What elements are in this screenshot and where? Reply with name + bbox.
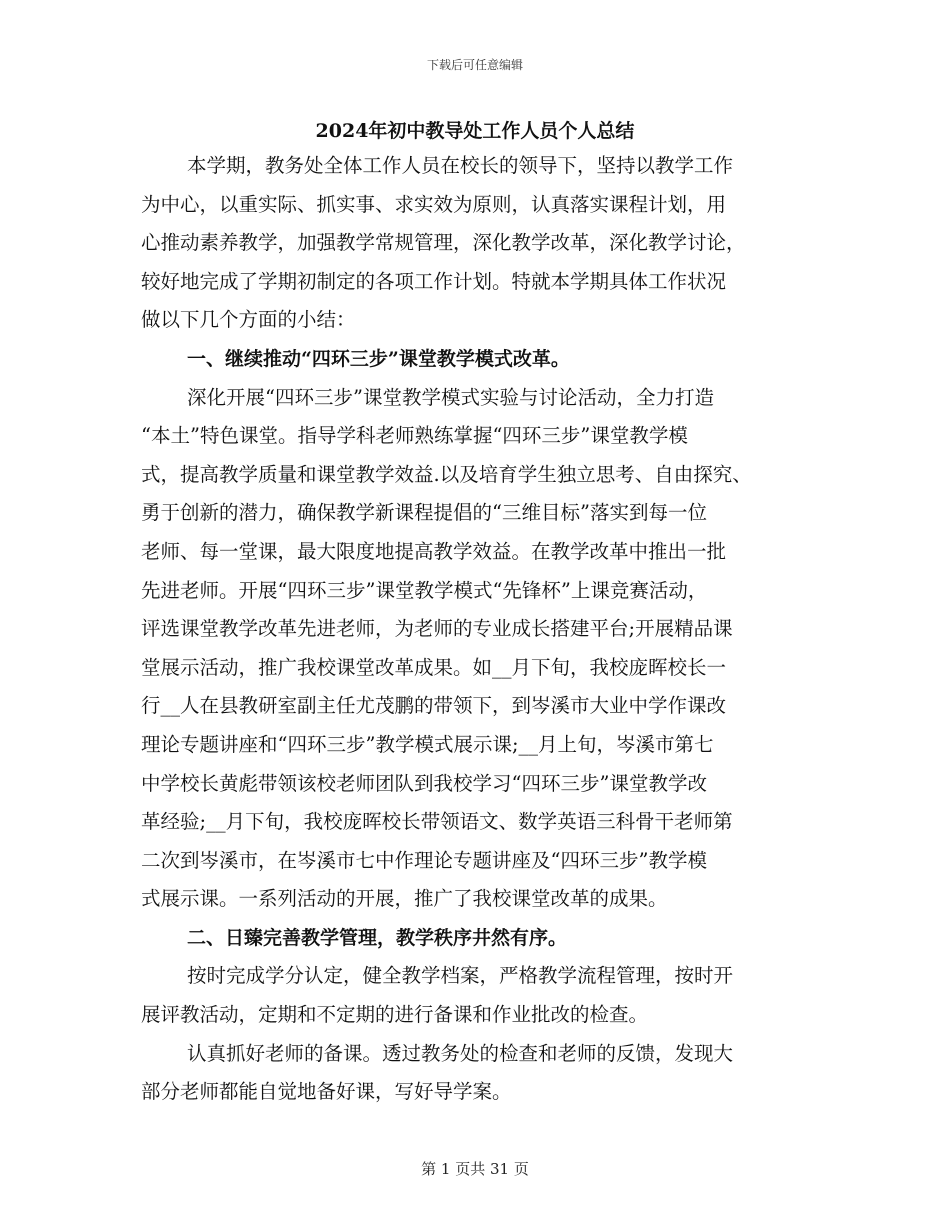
body-text-line: 中学校长黄彪带领该校老师团队到我校学习“四环三步”课堂教学改 — [141, 771, 707, 795]
body-text-line: 认真抓好老师的备课。透过教务处的检查和老师的反馈，发现大 — [187, 1041, 734, 1065]
body-text-line: 堂展示活动，推广我校课堂改革成果。如__月下旬，我校庞晖校长一 — [141, 655, 727, 679]
body-text-line: 展评教活动，定期和不定期的进行备课和作业批改的检查。 — [141, 1003, 649, 1027]
body-text-line: 做以下几个方面的小结： — [141, 308, 356, 332]
section-heading: 二、日臻完善教学管理，教学秩序井然有序。 — [187, 926, 568, 949]
body-text-line: 按时完成学分认定，健全教学档案，严格教学流程管理，按时开 — [187, 964, 734, 988]
body-text-line: 部分老师都能自觉地备好课，写好导学案。 — [141, 1080, 512, 1104]
body-text-line: 老师、每一堂课，最大限度地提高教学效益。在教学改革中推出一批 — [141, 539, 727, 563]
body-text-line: 先进老师。开展“四环三步”课堂教学模式“先锋杯”上课竞赛活动， — [141, 578, 708, 602]
body-text-line: 革经验;__月下旬，我校庞晖校长带领语文、数学英语三科骨干老师第 — [141, 810, 733, 834]
body-text-line: 式，提高教学质量和课堂教学效益.以及培育学生独立思考、自由探究、 — [141, 462, 752, 486]
body-text-line: 勇于创新的潜力，确保教学新课程提倡的“三维目标”落实到每一位 — [141, 501, 707, 525]
body-text-line: “本土”特色课堂。指导学科老师熟练掌握“四环三步”课堂教学模 — [141, 424, 688, 448]
document-title: 2024年初中教导处工作人员个人总结 — [315, 120, 635, 142]
body-text-line: 较好地完成了学期初制定的各项工作计划。特就本学期具体工作状况 — [141, 269, 727, 293]
body-text-line: 为中心，以重实际、抓实事、求实效为原则，认真落实课程计划，用 — [141, 192, 727, 216]
body-text-line: 理论专题讲座和“四环三步”教学模式展示课;__月上旬，岑溪市第七 — [141, 732, 714, 756]
body-text-line: 式展示课。一系列活动的开展，推广了我校课堂改革的成果。 — [141, 887, 668, 911]
page-header-note: 下载后可任意编辑 — [426, 58, 523, 72]
body-text-line: 深化开展“四环三步”课堂教学模式实验与讨论活动，全力打造 — [187, 385, 714, 409]
body-text-line: 本学期，教务处全体工作人员在校长的领导下，坚持以教学工作 — [187, 154, 734, 177]
body-text-line: 评选课堂教学改革先进老师，为老师的专业成长搭建平台;开展精品课 — [141, 617, 733, 641]
body-text-line: 行__人在县教研室副主任尤茂鹏的带领下，到岑溪市大业中学作课改 — [141, 694, 727, 718]
document-body — [141, 147, 831, 1112]
body-text-line: 二次到岑溪市，在岑溪市七中作理论专题讲座及“四环三步”教学模 — [141, 848, 707, 872]
page-footer: 第 1 页共 31 页 — [421, 1160, 529, 1178]
body-text-line: 心推动素养教学，加强教学常规管理，深化教学改革，深化教学讨论， — [141, 231, 746, 255]
section-heading: 一、继续推动“四环三步”课堂教学模式改革。 — [187, 347, 570, 370]
